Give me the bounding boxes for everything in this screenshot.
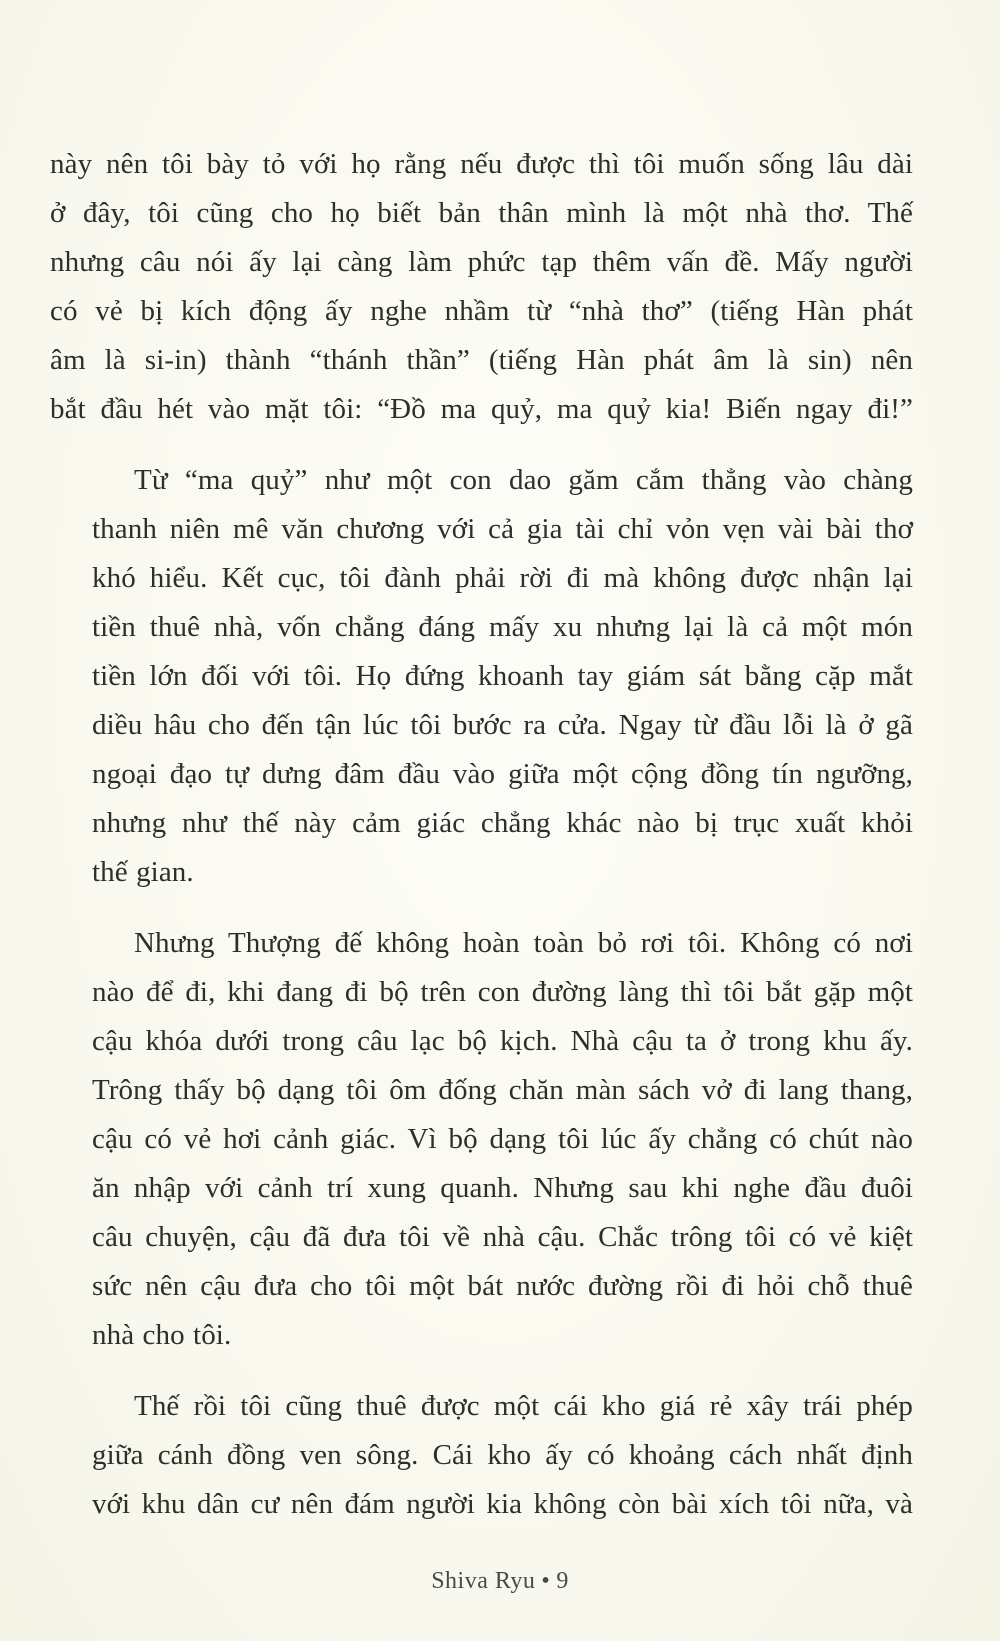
book-page-body: [50, 140, 913, 1551]
paragraph-4: [50, 1382, 913, 1529]
text-line: nhà cho tôi.: [92, 1319, 232, 1351]
text-line: thế gian.: [92, 856, 194, 888]
running-footer-author: Shiva Ryu: [431, 1568, 536, 1594]
footer-separator: •: [541, 1568, 551, 1594]
text-line: Trông thấy bộ dạng tôi ôm đống chăn màn sách vở đi lang thang,: [92, 1074, 913, 1106]
text-line: với khu dân cư nên đám người kia không còn bài xích tôi nữa, và: [92, 1488, 913, 1520]
text-line: nào để đi, khi đang đi bộ trên con đường làng thì tôi bắt gặp một: [92, 976, 913, 1008]
page-footer: [0, 1568, 1000, 1595]
text-line: Nhưng Thượng đế không hoàn toàn bỏ rơi tôi. Không có nơi: [134, 927, 913, 959]
text-line: này nên tôi bày tỏ với họ rằng nếu được thì tôi muốn sống lâu dài: [50, 148, 913, 180]
text-line: có vẻ bị kích động ấy nghe nhầm từ “nhà thơ” (tiếng Hàn phát: [50, 295, 913, 327]
text-line: ngoại đạo tự dưng đâm đầu vào giữa một cộng đồng tín ngưỡng,: [92, 758, 913, 790]
paragraph-3: [50, 919, 913, 1360]
text-line: Từ “ma quỷ” như một con dao găm cắm thẳng vào chàng: [134, 464, 913, 496]
text-line: âm là si-in) thành “thánh thần” (tiếng Hàn phát âm là sin) nên: [50, 344, 913, 376]
text-line: bắt đầu hét vào mặt tôi: “Đồ ma quỷ, ma quỷ kia! Biến ngay đi!”: [50, 393, 913, 425]
text-line: Thế rồi tôi cũng thuê được một cái kho giá rẻ xây trái phép: [134, 1390, 913, 1422]
page-number: 9: [556, 1568, 569, 1594]
text-line: thanh niên mê văn chương với cả gia tài chỉ vỏn vẹn vài bài thơ: [92, 513, 913, 545]
text-line: khó hiểu. Kết cục, tôi đành phải rời đi mà không được nhận lại: [92, 562, 913, 594]
text-line: tiền lớn đối với tôi. Họ đứng khoanh tay giám sát bằng cặp mắt: [92, 660, 913, 692]
text-line: ăn nhập với cảnh trí xung quanh. Nhưng sau khi nghe đầu đuôi: [92, 1172, 913, 1204]
text-line: câu chuyện, cậu đã đưa tôi về nhà cậu. Chắc trông tôi có vẻ kiệt: [92, 1221, 913, 1253]
text-line: cậu có vẻ hơi cảnh giác. Vì bộ dạng tôi lúc ấy chẳng có chút nào: [92, 1123, 913, 1155]
text-line: sức nên cậu đưa cho tôi một bát nước đường rồi đi hỏi chỗ thuê: [92, 1270, 913, 1302]
text-line: tiền thuê nhà, vốn chẳng đáng mấy xu nhưng lại là cả một món: [92, 611, 913, 643]
text-line: cậu khóa dưới trong câu lạc bộ kịch. Nhà cậu ta ở trong khu ấy.: [92, 1025, 913, 1057]
text-line: nhưng như thế này cảm giác chẳng khác nào bị trục xuất khỏi: [92, 807, 913, 839]
text-line: giữa cánh đồng ven sông. Cái kho ấy có khoảng cách nhất định: [92, 1439, 913, 1471]
paragraph-2: [50, 456, 913, 897]
text-line: nhưng câu nói ấy lại càng làm phức tạp thêm vấn đề. Mấy người: [50, 246, 913, 278]
text-line: ở đây, tôi cũng cho họ biết bản thân mình là một nhà thơ. Thế: [50, 197, 913, 229]
text-line: diều hâu cho đến tận lúc tôi bước ra cửa. Ngay từ đầu lỗi là ở gã: [92, 709, 913, 741]
paragraph-1: [50, 140, 913, 434]
